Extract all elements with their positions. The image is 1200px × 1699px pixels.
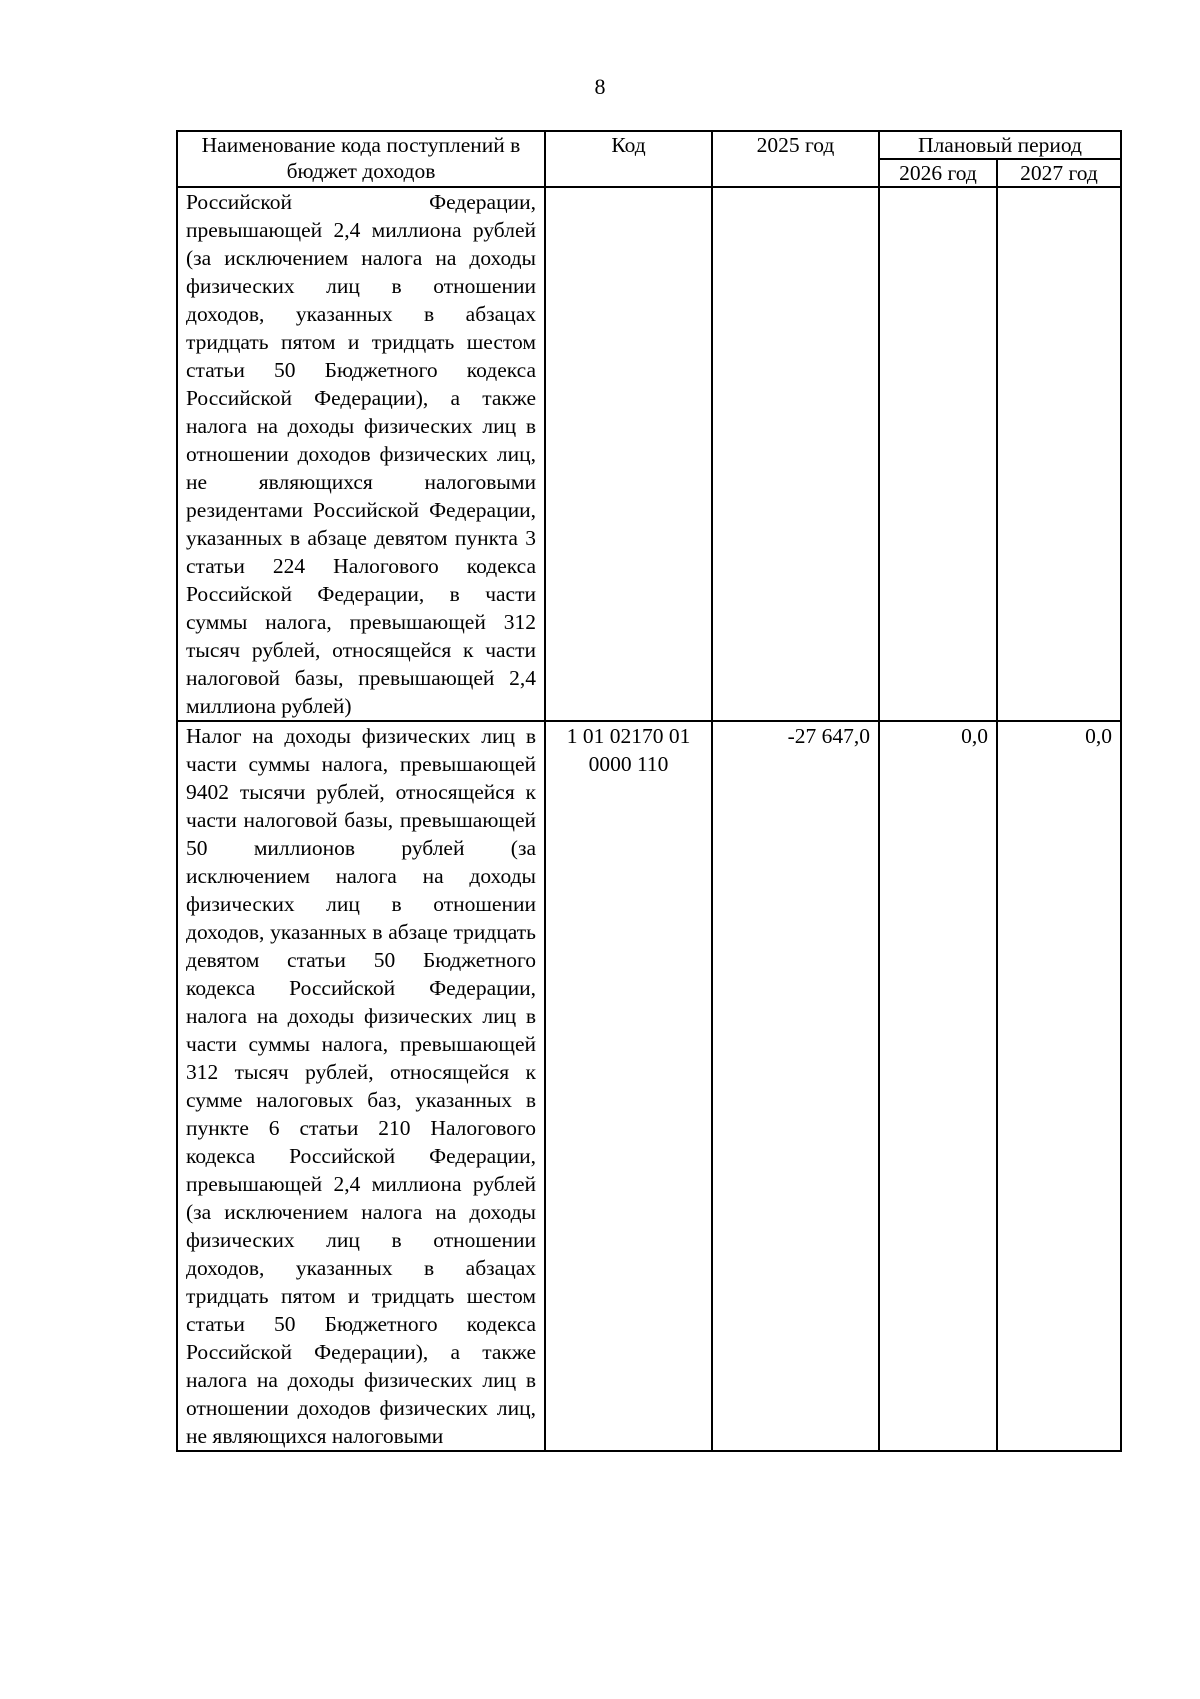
header-planned-period: Плановый период [879,131,1121,159]
row-name: Российской Федерации, превышающей 2,4 миллиона рублей (за исключением налога на доходы физических лиц в отношении доходов, указанных в абзацах тридцать пятом и тридцать шестом статьи 50 Бюджетного кодекса Российской Федерации), а также налога на доходы физических лиц в отношении доходов физических лиц, не являющихся налоговыми резидентами Российской Федерации, указанных в абзаце девятом пункта 3 статьи 224 Налогового кодекса Российской Федерации, в части суммы налога, превышающей 312 тысяч рублей, относящейся к части налоговой базы, превышающей 2,4 миллиона рублей) [177,187,545,721]
table-row [177,721,1121,1451]
row-name: Налог на доходы физических лиц в части суммы налога, превышающей 9402 тысячи рублей, относящейся к части налоговой базы, превышающей 50 миллионов рублей (за исключением налога на доходы физических лиц в отношении доходов, указанных в абзаце тридцать девятом статьи 50 Бюджетного кодекса Российской Федерации, налога на доходы физических лиц в части суммы налога, превышающей 312 тысяч рублей, относящейся к сумме налоговых баз, указанных в пункте 6 статьи 210 Налогового кодекса Российской Федерации, превышающей 2,4 миллиона рублей (за исключением налога на доходы физических лиц в отношении доходов, указанных в абзацах тридцать пятом и тридцать шестом статьи 50 Бюджетного кодекса Российской Федерации), а также налога на доходы физических лиц в отношении доходов физических лиц, не являющихся налоговыми [177,721,545,1451]
row-2027 [997,187,1121,721]
row-2027: 0,0 [997,721,1121,1451]
header-2027: 2027 год [997,159,1121,187]
revenue-table [176,130,1122,1452]
row-2025 [712,187,879,721]
row-code: 1 01 02170 01 0000 110 [545,721,712,1451]
header-code: Код [545,131,712,187]
header-2026: 2026 год [879,159,997,187]
row-2025: -27 647,0 [712,721,879,1451]
row-2026: 0,0 [879,721,997,1451]
header-name: Наименование кода поступлений в бюджет доходов [177,131,545,187]
table-row [177,187,1121,721]
row-code [545,187,712,721]
header-2025: 2025 год [712,131,879,187]
page-number: 8 [594,74,606,99]
row-2026 [879,187,997,721]
